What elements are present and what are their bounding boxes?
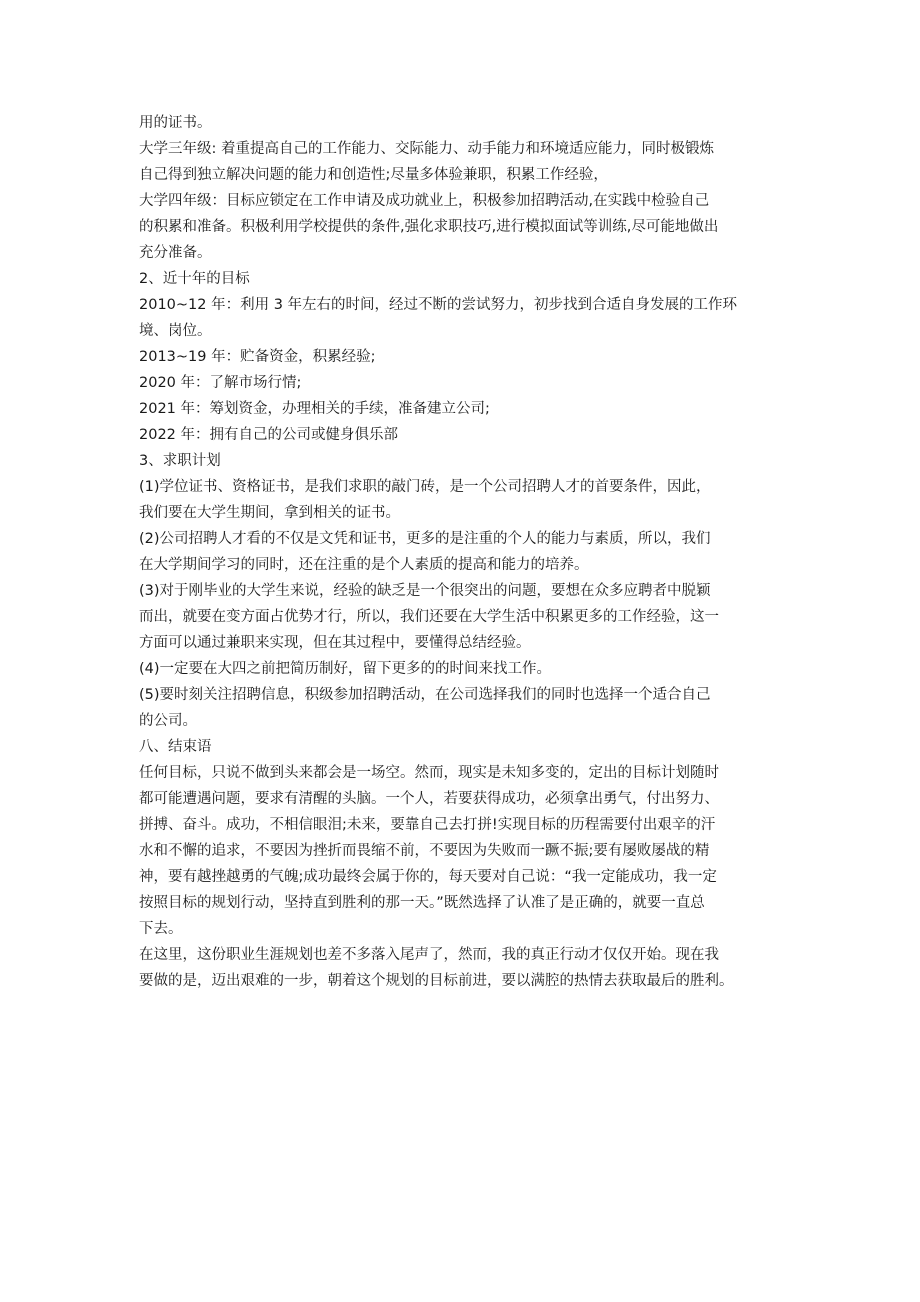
text-line: 都可能遭遇问题，要求有清醒的头脑。一个人，若要获得成功，必须拿出勇气，付出努力、	[139, 791, 719, 807]
text-line: 神，要有越挫越勇的气魄;成功最终会属于你的，每天要对自己说：“我一定能成功，我一定	[139, 869, 717, 885]
text-line: 方面可以通过兼职来实现，但在其过程中，要懂得总结经验。	[139, 635, 531, 651]
section-heading: 3、求职计划	[139, 453, 221, 469]
text-line: 大学三年级: 着重提高自己的工作能力、交际能力、动手能力和环境适应能力，同时极锻炼	[139, 141, 714, 157]
text-line: 充分准备。	[139, 245, 212, 261]
text-line: 下去。	[139, 921, 183, 937]
text-line: 2010~12 年：利用 3 年左右的时间，经过不断的尝试努力，初步找到合适自身发展的工作环	[139, 297, 738, 313]
text-line: 我们要在大学生期间，拿到相关的证书。	[139, 505, 400, 521]
text-line: 2021 年：筹划资金，办理相关的手续，准备建立公司;	[139, 401, 490, 417]
section-heading: 八、结束语	[139, 739, 212, 755]
text-line: 而出，就要在变方面占优势才行，所以，我们还要在大学生活中积累更多的工作经验，这一	[139, 609, 719, 625]
text-line: 境、岗位。	[139, 323, 212, 339]
text-line: 在大学期间学习的同时，还在注重的是个人素质的提高和能力的培养。	[139, 557, 589, 573]
text-line: 拼搏、奋斗。成功，不相信眼泪;未来，要靠自己去打拼!实现目标的历程需要付出艰辛的汗	[139, 817, 716, 833]
text-line: (1)学位证书、资格证书，是我们求职的敲门砖，是一个公司招聘人才的首要条件，因此，	[139, 479, 711, 495]
text-line: (2)公司招聘人才看的不仅是文凭和证书，更多的是注重的个人的能力与素质，所以，我们	[139, 531, 711, 547]
text-line: 水和不懈的追求，不要因为挫折而畏缩不前，不要因为失败而一蹶不振;要有屡败屡战的精	[139, 843, 710, 859]
text-line: 用的证书。	[139, 115, 212, 131]
text-line: (4)一定要在大四之前把简历制好，留下更多的的时间来找工作。	[139, 661, 552, 677]
text-line: 的积累和准备。积极利用学校提供的条件,强化求职技巧,进行模拟面试等训练,尽可能地做出	[139, 219, 719, 235]
text-line: 在这里，这份职业生涯规划也差不多落入尾声了，然而，我的真正行动才仅仅开始。现在我	[139, 947, 719, 963]
text-line: 的公司。	[139, 713, 197, 729]
section-heading: 2、近十年的目标	[139, 271, 250, 287]
text-line: 2022 年：拥有自己的公司或健身俱乐部	[139, 427, 399, 443]
text-line: 自己得到独立解决问题的能力和创造性;尽量多体验兼职，积累工作经验，	[139, 167, 608, 183]
text-line: 2013~19 年：贮备资金，积累经验;	[139, 349, 376, 365]
text-line: (3)对于刚毕业的大学生来说，经验的缺乏是一个很突出的问题，要想在众多应聘者中脱颖	[139, 583, 711, 599]
text-line: 大学四年级：目标应锁定在工作申请及成功就业上，积极参加招聘活动,在实践中检验自己	[139, 193, 710, 209]
text-line: 要做的是，迈出艰难的一步，朝着这个规划的目标前进，要以满腔的热情去获取最后的胜利。	[139, 973, 734, 989]
text-line: 任何目标，只说不做到头来都会是一场空。然而，现实是未知多变的，定出的目标计划随时	[139, 765, 719, 781]
text-line: (5)要时刻关注招聘信息，积级参加招聘活动，在公司选择我们的同时也选择一个适合自己	[139, 687, 711, 703]
text-line: 2020 年：了解市场行情;	[139, 375, 302, 391]
document-body	[139, 110, 784, 994]
text-line: 按照目标的规划行动，坚持直到胜利的那一天。”既然选择了认准了是正确的，就要一直总	[139, 895, 705, 911]
